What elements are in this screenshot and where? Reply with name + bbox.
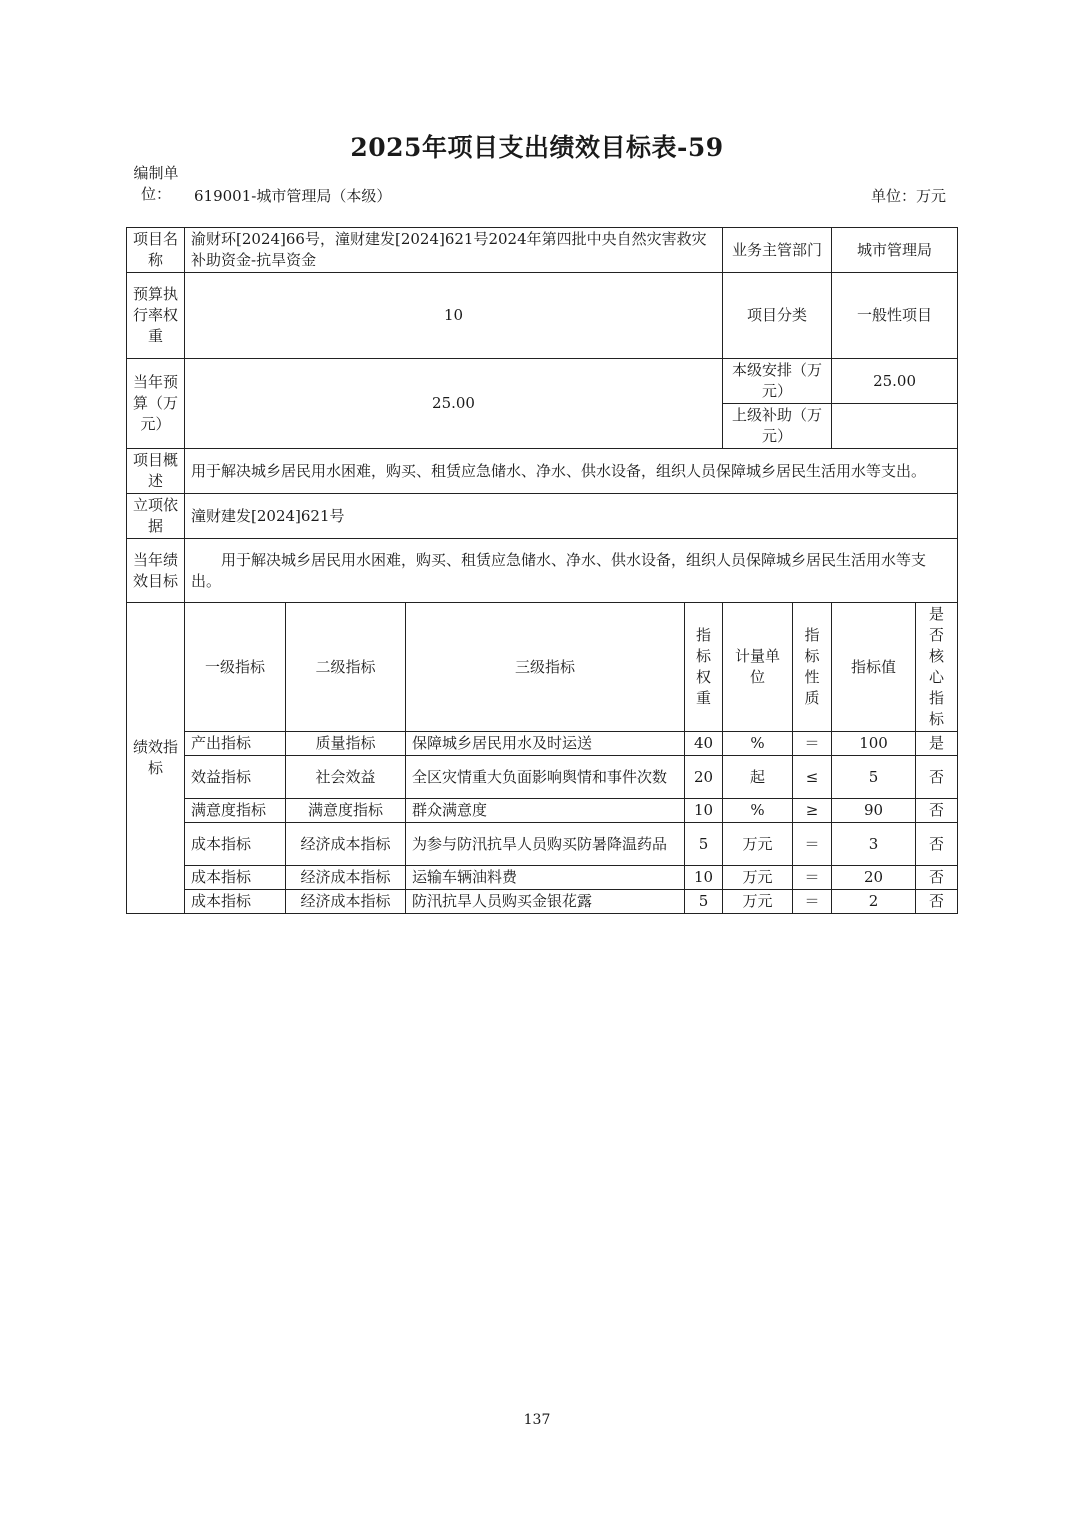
row-level2: 经济成本指标 [286, 823, 406, 866]
basis-label: 立项依据 [127, 494, 185, 539]
row-level3: 运输车辆油料费 [406, 866, 685, 890]
project-name-value: 渝财环[2024]66号，潼财建发[2024]621号2024年第四批中央自然灾害救灾补助资金-抗旱资金 [185, 228, 723, 273]
row-level3: 全区灾情重大负面影响舆情和事件次数 [406, 756, 685, 799]
table-row [127, 799, 958, 823]
row-level3: 保障城乡居民用水及时运送 [406, 732, 685, 756]
row-core: 否 [916, 823, 958, 866]
basis-row [127, 494, 958, 539]
row-core: 否 [916, 756, 958, 799]
header-nature: 指标性质 [793, 603, 832, 732]
goal-row [127, 539, 958, 603]
row-unit: % [723, 732, 793, 756]
unit-label: 单位：万元 [870, 187, 946, 205]
row-level3: 防汛抗旱人员购买金银花露 [406, 890, 685, 914]
row-level3: 群众满意度 [406, 799, 685, 823]
project-name-label: 项目名称 [127, 228, 185, 273]
row-value: 100 [832, 732, 916, 756]
category-value: 一般性项目 [832, 273, 958, 359]
local-label: 本级安排（万元） [723, 359, 832, 404]
basis-value: 潼财建发[2024]621号 [185, 494, 958, 539]
row-core: 否 [916, 799, 958, 823]
exec-rate-row [127, 273, 958, 359]
header-value: 指标值 [832, 603, 916, 732]
row-level1: 产出指标 [185, 732, 286, 756]
exec-rate-label: 预算执行率权重 [127, 273, 185, 359]
row-level1: 成本指标 [185, 866, 286, 890]
row-weight: 20 [685, 756, 723, 799]
row-level1: 成本指标 [185, 823, 286, 866]
row-unit: 万元 [723, 866, 793, 890]
row-nature: ＝ [793, 890, 832, 914]
row-weight: 10 [685, 866, 723, 890]
row-nature: ＝ [793, 732, 832, 756]
header-level2: 二级指标 [286, 603, 406, 732]
budget-row [127, 359, 958, 404]
table-row [127, 756, 958, 799]
row-value: 5 [832, 756, 916, 799]
row-core: 是 [916, 732, 958, 756]
row-weight: 40 [685, 732, 723, 756]
table-row [127, 866, 958, 890]
table-row [127, 732, 958, 756]
row-level1: 满意度指标 [185, 799, 286, 823]
page-title: 2025年项目支出绩效目标表-59 [350, 133, 724, 162]
budget-value: 25.00 [185, 359, 723, 449]
overview-value: 用于解决城乡居民用水困难，购买、租赁应急储水、净水、供水设备，组织人员保障城乡居民生活用水等支出。 [185, 449, 958, 494]
indicators-section-label: 绩效指标 [127, 603, 185, 914]
row-nature: ≥ [793, 799, 832, 823]
row-level2: 经济成本指标 [286, 866, 406, 890]
row-level3: 为参与防汛抗旱人员购买防暑降温药品 [406, 823, 685, 866]
row-level1: 效益指标 [185, 756, 286, 799]
row-weight: 5 [685, 823, 723, 866]
budget-label: 当年预算（万元） [127, 359, 185, 449]
row-value: 3 [832, 823, 916, 866]
goal-value: 用于解决城乡居民用水困难，购买、租赁应急储水、净水、供水设备，组织人员保障城乡居民生活用水等支出。 [185, 539, 958, 603]
row-unit: 起 [723, 756, 793, 799]
upper-value [832, 404, 958, 449]
overview-label: 项目概述 [127, 449, 185, 494]
row-level2: 质量指标 [286, 732, 406, 756]
row-weight: 10 [685, 799, 723, 823]
row-value: 20 [832, 866, 916, 890]
row-level2: 社会效益 [286, 756, 406, 799]
performance-table [126, 227, 958, 914]
row-level1: 成本指标 [185, 890, 286, 914]
row-unit: % [723, 799, 793, 823]
upper-label: 上级补助（万元） [723, 404, 832, 449]
header-core: 是否核心指标 [916, 603, 958, 732]
org-label: 编制单位： [133, 164, 179, 203]
dept-value: 城市管理局 [832, 228, 958, 273]
header-level1: 一级指标 [185, 603, 286, 732]
local-value: 25.00 [832, 359, 958, 404]
header-unit: 计量单位 [723, 603, 793, 732]
row-weight: 5 [685, 890, 723, 914]
row-unit: 万元 [723, 890, 793, 914]
category-label: 项目分类 [723, 273, 832, 359]
table-row [127, 890, 958, 914]
dept-label: 业务主管部门 [723, 228, 832, 273]
row-nature: ≤ [793, 756, 832, 799]
row-core: 否 [916, 890, 958, 914]
goal-label: 当年绩效目标 [127, 539, 185, 603]
page-number: 137 [523, 1412, 551, 1428]
header-weight: 指标权重 [685, 603, 723, 732]
project-name-row [127, 228, 958, 273]
row-value: 90 [832, 799, 916, 823]
row-nature: ＝ [793, 866, 832, 890]
exec-rate-value: 10 [185, 273, 723, 359]
row-nature: ＝ [793, 823, 832, 866]
indicator-header-row [127, 603, 958, 732]
org-value: 619001-城市管理局（本级） [194, 187, 392, 205]
row-level2: 满意度指标 [286, 799, 406, 823]
row-value: 2 [832, 890, 916, 914]
row-unit: 万元 [723, 823, 793, 866]
overview-row [127, 449, 958, 494]
header-level3: 三级指标 [406, 603, 685, 732]
row-level2: 经济成本指标 [286, 890, 406, 914]
row-core: 否 [916, 866, 958, 890]
table-row [127, 823, 958, 866]
